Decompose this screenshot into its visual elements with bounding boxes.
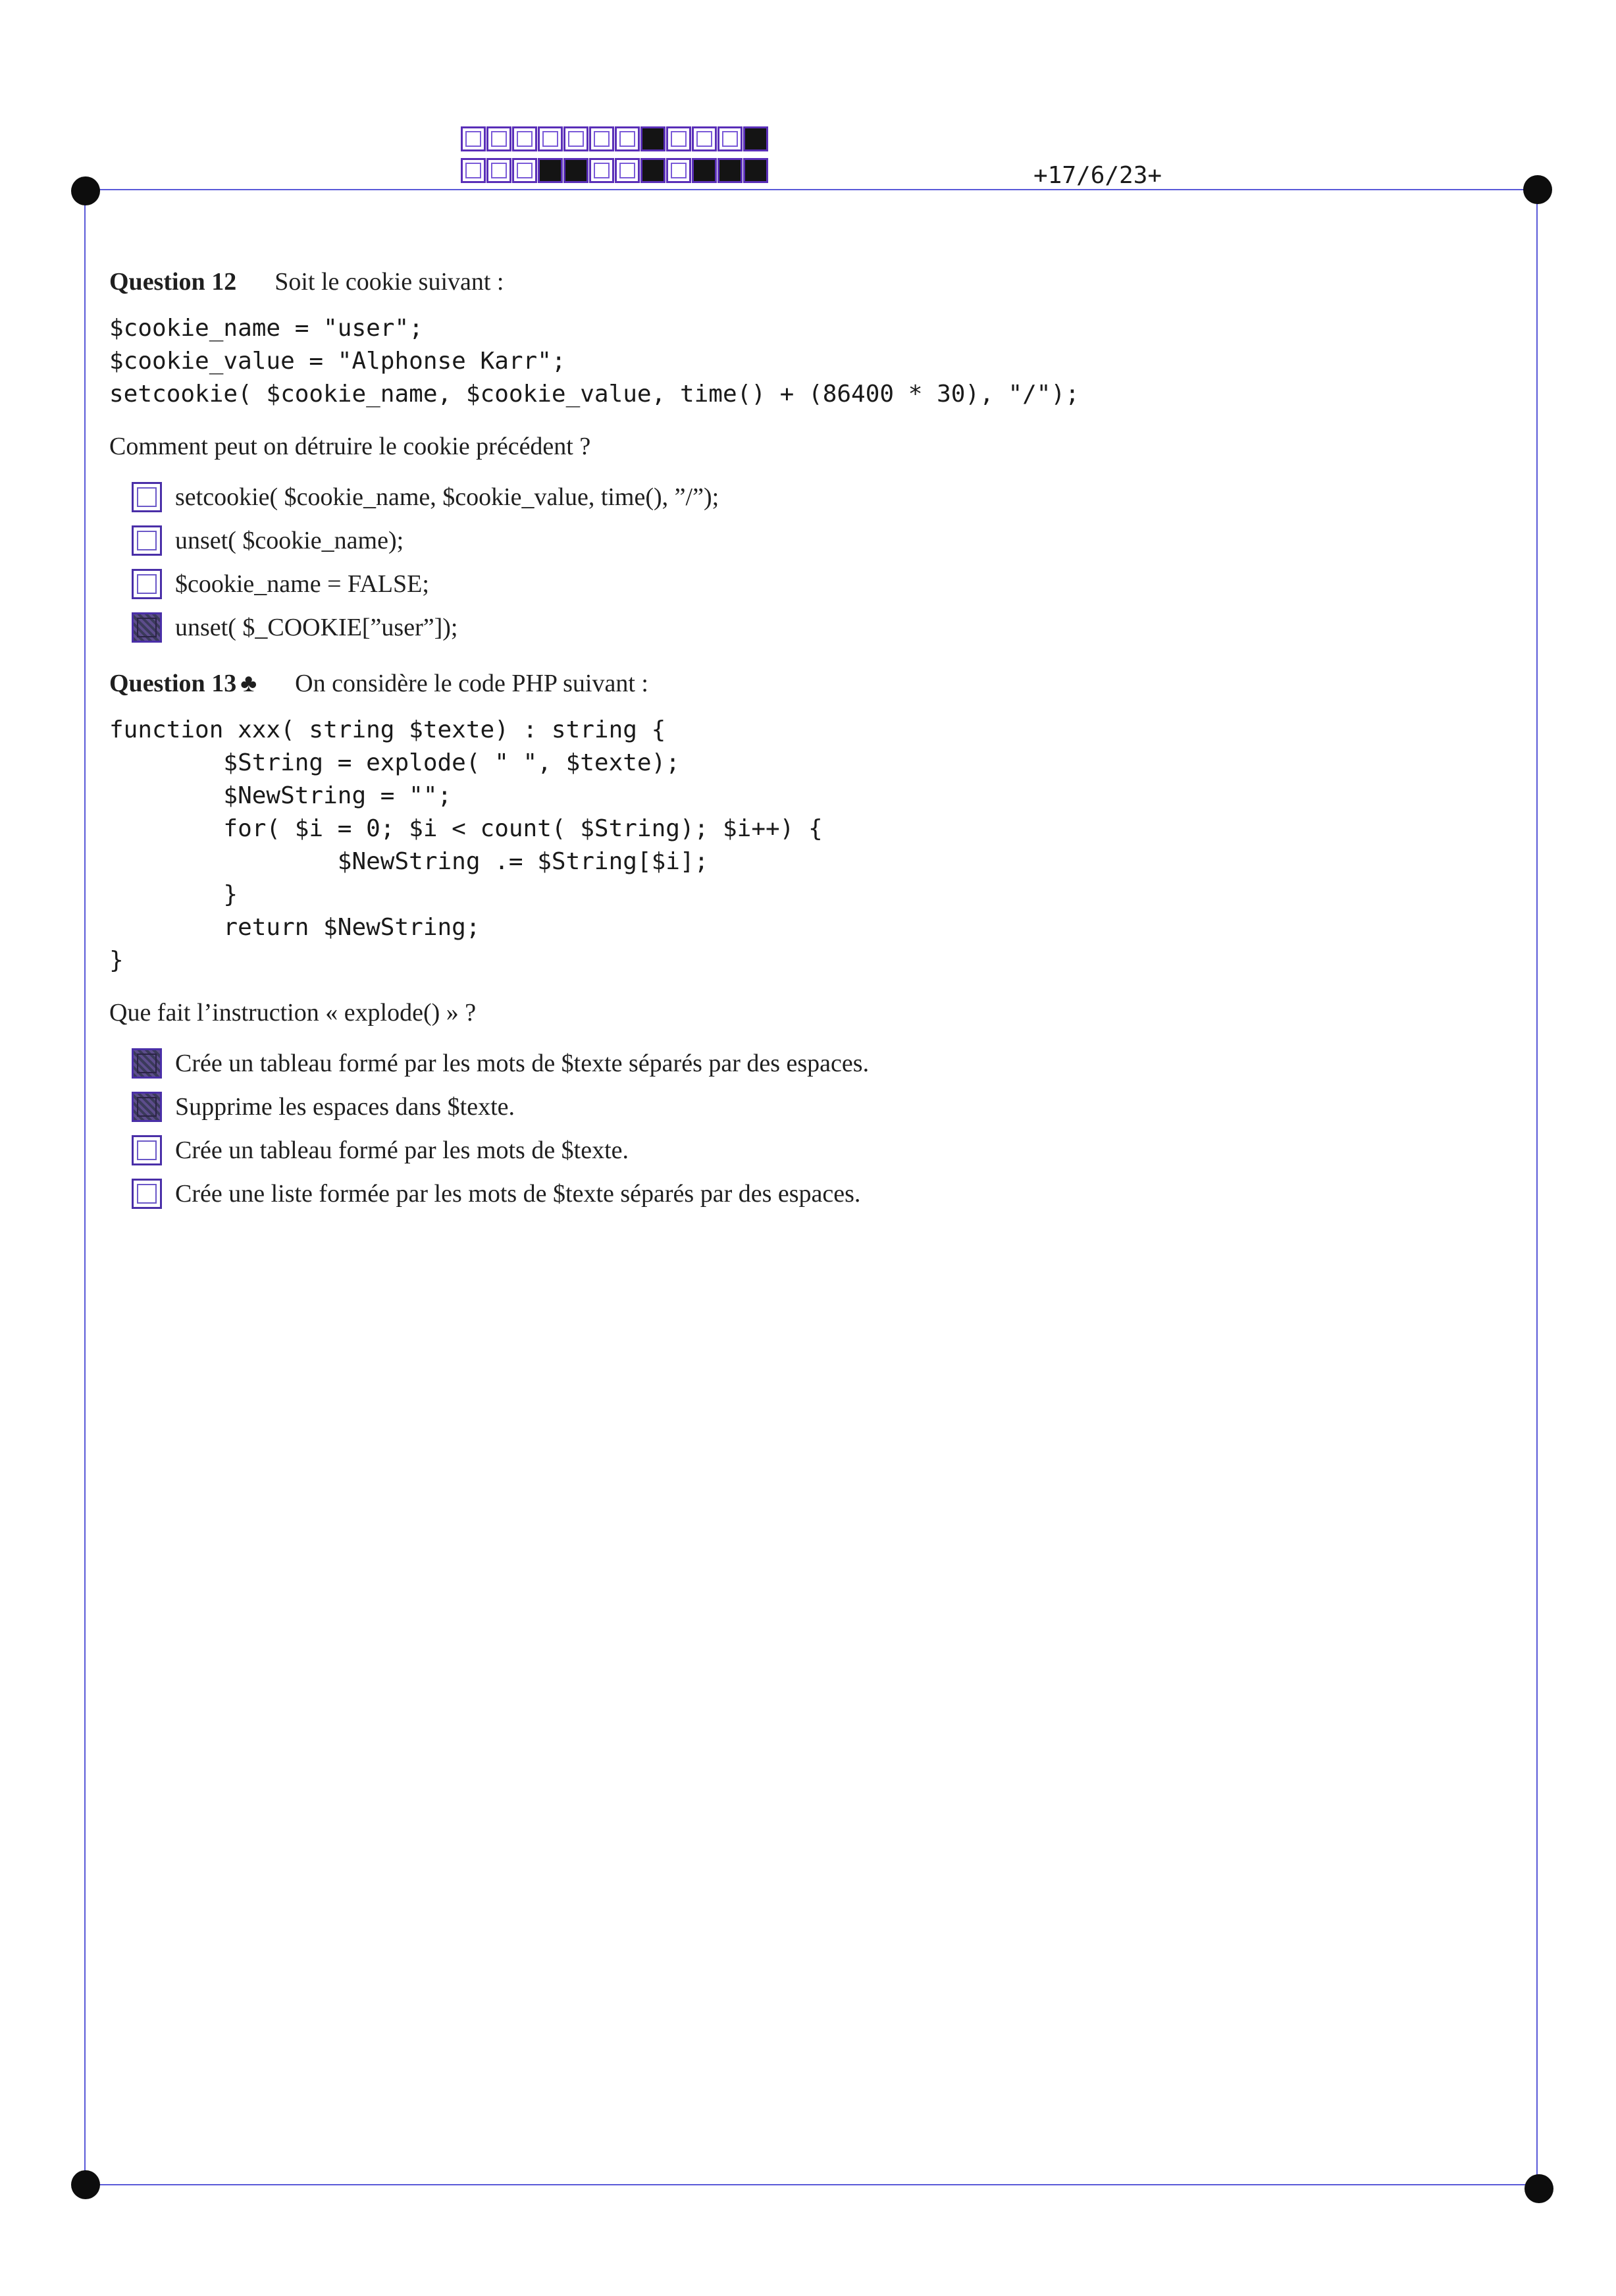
code-bit-box — [640, 158, 665, 183]
code-bit-box — [640, 126, 665, 151]
answer-checkbox[interactable] — [132, 1135, 162, 1165]
answer-options — [132, 475, 1492, 649]
answer-options — [132, 1042, 1492, 1215]
question-label: Question 12 — [109, 268, 237, 296]
code-bit-box — [486, 126, 511, 151]
code-bit-box — [615, 158, 640, 183]
answer-option[interactable] — [132, 1129, 1492, 1172]
question-12 — [109, 263, 1492, 649]
question-label: Question 13 — [109, 670, 237, 697]
answer-option[interactable] — [132, 562, 1492, 606]
registration-mark-bottom-right — [1525, 2174, 1553, 2203]
code-bit-box — [589, 158, 614, 183]
code-bit-box — [538, 126, 563, 151]
code-bit-box — [486, 158, 511, 183]
answer-option[interactable] — [132, 519, 1492, 562]
question-intro: Soit le cookie suivant : — [274, 268, 504, 296]
page-identifier: +17/6/23+ — [1033, 162, 1162, 189]
code-bit-box — [512, 126, 537, 151]
answer-checkbox[interactable] — [132, 482, 162, 512]
question-prompt: Que fait l’instruction « explode() » ? — [109, 999, 477, 1027]
code-bit-box — [538, 158, 563, 183]
answer-checkbox[interactable] — [132, 1048, 162, 1079]
code-bit-box — [461, 158, 486, 183]
answer-checkbox[interactable] — [132, 1092, 162, 1122]
answer-text: unset( $cookie_name); — [175, 527, 404, 554]
answer-option[interactable] — [132, 606, 1492, 649]
answer-checkbox[interactable] — [132, 525, 162, 556]
binary-code-row-1 — [461, 126, 769, 151]
code-bit-box — [512, 158, 537, 183]
registration-mark-bottom-left — [71, 2170, 100, 2199]
code-bit-box — [717, 126, 743, 151]
answer-text: setcookie( $cookie_name, $cookie_value, time(), ”/”); — [175, 483, 719, 511]
answer-text: Supprime les espaces dans $texte. — [175, 1093, 515, 1121]
code-bit-box — [717, 158, 743, 183]
question-intro: On considère le code PHP suivant : — [295, 670, 648, 697]
question-heading — [109, 665, 1492, 702]
code-bit-box — [563, 126, 588, 151]
registration-mark-top-left — [71, 176, 100, 205]
answer-option[interactable] — [132, 475, 1492, 519]
code-bit-box — [615, 126, 640, 151]
answer-text: $cookie_name = FALSE; — [175, 570, 429, 598]
code-bit-box — [589, 126, 614, 151]
code-bit-box — [743, 158, 768, 183]
binary-code-row-2 — [461, 158, 769, 183]
registration-mark-top-right — [1523, 175, 1552, 204]
code-bit-box — [692, 158, 717, 183]
code-bit-box — [563, 158, 588, 183]
answer-text: Crée un tableau formé par les mots de $texte. — [175, 1136, 629, 1164]
answer-option[interactable] — [132, 1042, 1492, 1085]
questions-content — [109, 263, 1492, 1231]
question-13 — [109, 665, 1492, 1215]
answer-checkbox[interactable] — [132, 569, 162, 599]
answer-text: Crée un tableau formé par les mots de $texte séparés par des espaces. — [175, 1050, 870, 1077]
answer-checkbox[interactable] — [132, 1179, 162, 1209]
club-icon: ♣ — [240, 670, 257, 697]
question-prompt: Comment peut on détruire le cookie précédent ? — [109, 433, 591, 460]
answer-text: unset( $_COOKIE[”user”]); — [175, 614, 458, 641]
code-bit-box — [461, 126, 486, 151]
code-bit-box — [666, 126, 691, 151]
answer-option[interactable] — [132, 1085, 1492, 1129]
answer-checkbox[interactable] — [132, 612, 162, 643]
code-block: $cookie_name = "user"; $cookie_value = "Alphonse Karr"; setcookie( $cookie_name, $cookie_value, time() + (86400 * 30), "/"); — [109, 315, 1080, 408]
code-bit-box — [666, 158, 691, 183]
code-bit-box — [743, 126, 768, 151]
answer-option[interactable] — [132, 1172, 1492, 1215]
answer-text: Crée une liste formée par les mots de $texte séparés par des espaces. — [175, 1180, 861, 1208]
code-block: function xxx( string $texte) : string { $String = explode( " ", $texte); $NewString = ""; for( $i = 0; $i < count( $String); $i++) { $NewString .= $String[$i]; } return $NewString; } — [109, 716, 823, 974]
question-heading — [109, 263, 1492, 300]
code-bit-box — [692, 126, 717, 151]
